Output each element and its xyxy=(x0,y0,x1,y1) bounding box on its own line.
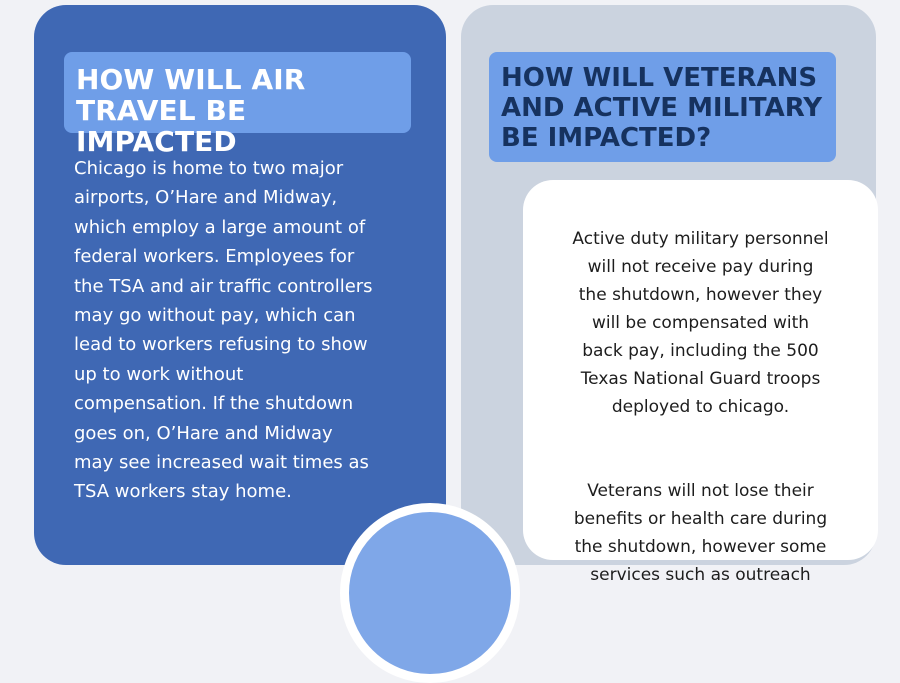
military-heading: HOW WILL VETERANS AND ACTIVE MILITARY BE IMPACTED? xyxy=(489,52,836,162)
military-paragraph-veterans: Veterans will not lose their benefits or health care during the shutdown, however some services such as outreach xyxy=(573,481,828,585)
military-body xyxy=(523,197,878,617)
air-travel-heading: HOW WILL AIR TRAVEL BE IMPACTED xyxy=(64,52,411,133)
air-travel-body: Chicago is home to two major airports, O’Hare and Midway, which employ a large amount of federal workers. Employees for the TSA and air traffic controllers may go without pay, which can lead to workers refusing to show up to work without compensation. If the shutdown goes on, O’Hare and Midway may see increased wait times as TSA workers stay home. xyxy=(74,158,373,503)
military-paragraph-active-duty: Active duty military personnel will not receive pay during the shutdown, however they will be compensated with back pay, including the 500 Texas National Guard troops deployed to chicago. xyxy=(572,229,829,417)
decorative-circle xyxy=(340,503,520,683)
